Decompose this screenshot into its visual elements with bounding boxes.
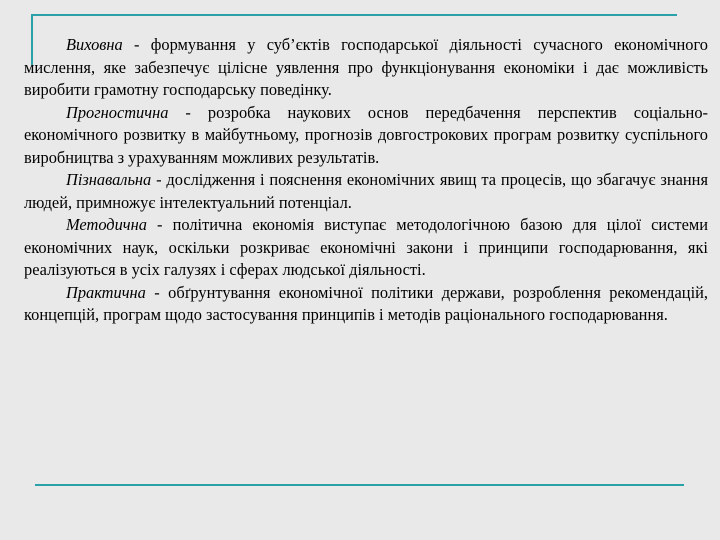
definition-educational: формування у суб’єктів господарської діяльності сучасного економічного мислення, яке забезпечує цілісне уявлення про функціонування економіки і дає можливість виробити грамотну господарську поведінку. [24, 35, 708, 99]
term-practical: Практична - [66, 282, 160, 302]
term-cognitive: Пізнавальна - [66, 170, 162, 189]
functions-text-block [24, 34, 708, 327]
definition-methodological: політична економія виступає методологічною базою для цілої системи економічних наук, оскільки розкриває економічні закони і принципи господарювання, які реалізуються в усіх галузях і сферах людської діяльності. [24, 215, 709, 279]
term-prognostic: Прогностична - [66, 102, 191, 122]
definition-practical: обґрунтування економічної політики держави, розроблення рекомендацій, концепцій, програм щодо застосування принципів і методів раціонального господарювання. [24, 282, 708, 324]
paragraph-educational [24, 34, 708, 102]
paragraph-cognitive [24, 169, 708, 214]
definition-cognitive: дослідження і пояснення економічних явищ та процесів, що збагачує знання людей, примножує інтелектуальний потенціал. [24, 170, 708, 212]
term-methodological: Методична - [66, 215, 163, 234]
paragraph-methodological [24, 214, 708, 282]
paragraph-prognostic [24, 102, 708, 170]
frame-line-bottom [35, 484, 684, 486]
term-educational: Виховна - [66, 35, 140, 54]
paragraph-practical [24, 282, 708, 327]
frame-line-top [31, 14, 677, 16]
definition-prognostic: розробка наукових основ передбачення перспектив соціально-економічного розвитку в майбутньому, прогнозів довгострокових програм розвитку суспільного виробництва з урахуванням можливих результатів. [24, 102, 708, 167]
